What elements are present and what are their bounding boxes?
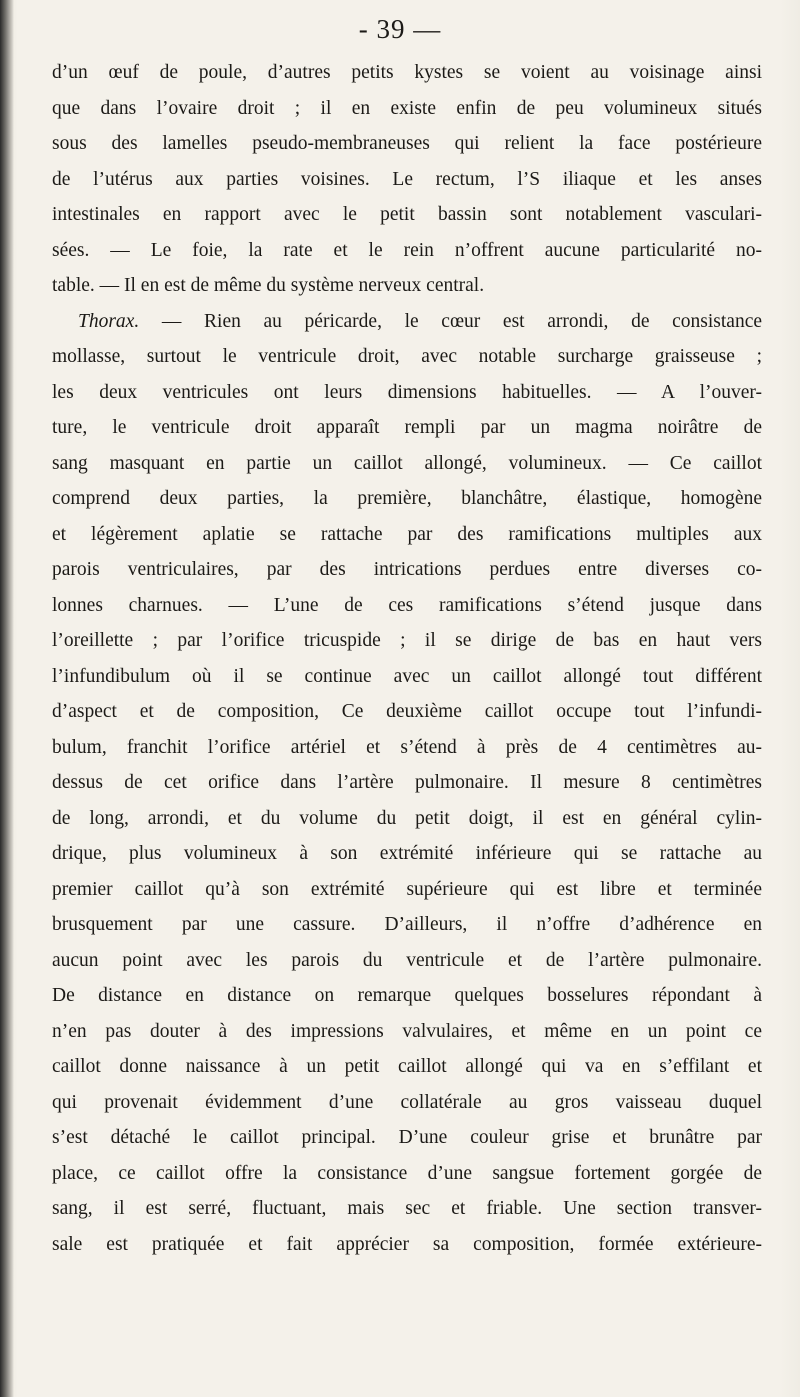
text-line-thorax: [52, 304, 762, 340]
text-line: d’aspect et de composition, Ce deuxième caillot occupe tout l’infundi-: [52, 701, 762, 722]
text-line: de l’utérus aux parties voisines. Le rectum, l’S iliaque et les anses: [52, 168, 762, 190]
text-line: brusquement par une cassure. D’ailleurs, il n’offre d’adhérence en: [52, 914, 762, 935]
text-line: l’oreillette ; par l’orifice tricuspide ; il se dirige de bas en haut vers: [52, 630, 762, 651]
text-line-rest: — Rien au péricarde, le cœur est arrondi, de consistance: [161, 310, 762, 332]
text-line: sous des lamelles pseudo-membraneuses qui relient la face postérieure: [52, 133, 762, 154]
text-line: comprend deux parties, la première, blanchâtre, élastique, homogène: [52, 488, 762, 509]
body-text: [52, 55, 762, 1262]
text-line: qui provenait évidemment d’une collatérale au gros vaisseau duquel: [52, 1091, 762, 1113]
text-line: les deux ventricules ont leurs dimensions habituelles. — A l’ouver-: [52, 381, 762, 403]
text-line: dessus de cet orifice dans l’artère pulmonaire. Il mesure 8 centimètres: [52, 772, 762, 793]
text-line: bulum, franchit l’orifice artériel et s’étend à près de 4 centimètres au-: [52, 736, 762, 758]
text-line: et légèrement aplatie se rattache par des ramifications multiples aux: [52, 523, 762, 545]
text-line: premier caillot qu’à son extrémité supérieure qui est libre et terminée: [52, 878, 762, 900]
text-line: que dans l’ovaire droit ; il en existe enfin de peu volumineux situés: [52, 97, 762, 119]
text-line: de long, arrondi, et du volume du petit doigt, il est en général cylin-: [52, 807, 762, 829]
text-line: s’est détaché le caillot principal. D’une couleur grise et brunâtre par: [52, 1127, 762, 1148]
text-line: mollasse, surtout le ventricule droit, avec notable surcharge graisseuse ;: [52, 346, 762, 367]
text-line: sang, il est serré, fluctuant, mais sec et friable. Une section transver-: [52, 1198, 762, 1219]
text-line: caillot donne naissance à un petit caillot allongé qui va en s’effilant et: [52, 1056, 762, 1077]
text-line: place, ce caillot offre la consistance d’une sangsue fortement gorgée de: [52, 1162, 762, 1184]
section-heading-thorax: Thorax.: [78, 310, 140, 332]
text-line: d’un œuf de poule, d’autres petits kystes se voient au voisinage ainsi: [52, 62, 762, 83]
text-line: sang masquant en partie un caillot allongé, volumineux. — Ce caillot: [52, 452, 762, 474]
text-line: intestinales en rapport avec le petit bassin sont notablement vasculari-: [52, 204, 762, 225]
text-line: n’en pas douter à des impressions valvulaires, et même en un point ce: [52, 1020, 762, 1042]
text-line: sées. — Le foie, la rate et le rein n’offrent aucune particularité no-: [52, 239, 762, 261]
text-line: aucun point avec les parois du ventricule et de l’artère pulmonaire.: [52, 949, 762, 971]
text-line: ture, le ventricule droit apparaît rempli par un magma noirâtre de: [52, 417, 762, 438]
text-line: sale est pratiquée et fait apprécier sa composition, formée extérieure-: [52, 1233, 762, 1255]
page-number: - 39 —: [358, 14, 442, 44]
text-line: lonnes charnues. — L’une de ces ramifications s’étend jusque dans: [52, 594, 762, 616]
text-line: l’infundibulum où il se continue avec un caillot allongé tout différent: [52, 665, 762, 687]
text-line: drique, plus volumineux à son extrémité inférieure qui se rattache au: [52, 843, 762, 864]
text-line: parois ventriculaires, par des intrications perdues entre diverses co-: [52, 559, 762, 580]
text-line: table. — Il en est de même du système nerveux central.: [52, 275, 485, 296]
text-line: De distance en distance on remarque quelques bosselures répondant à: [52, 985, 762, 1006]
book-binding-edge: [0, 0, 14, 1397]
